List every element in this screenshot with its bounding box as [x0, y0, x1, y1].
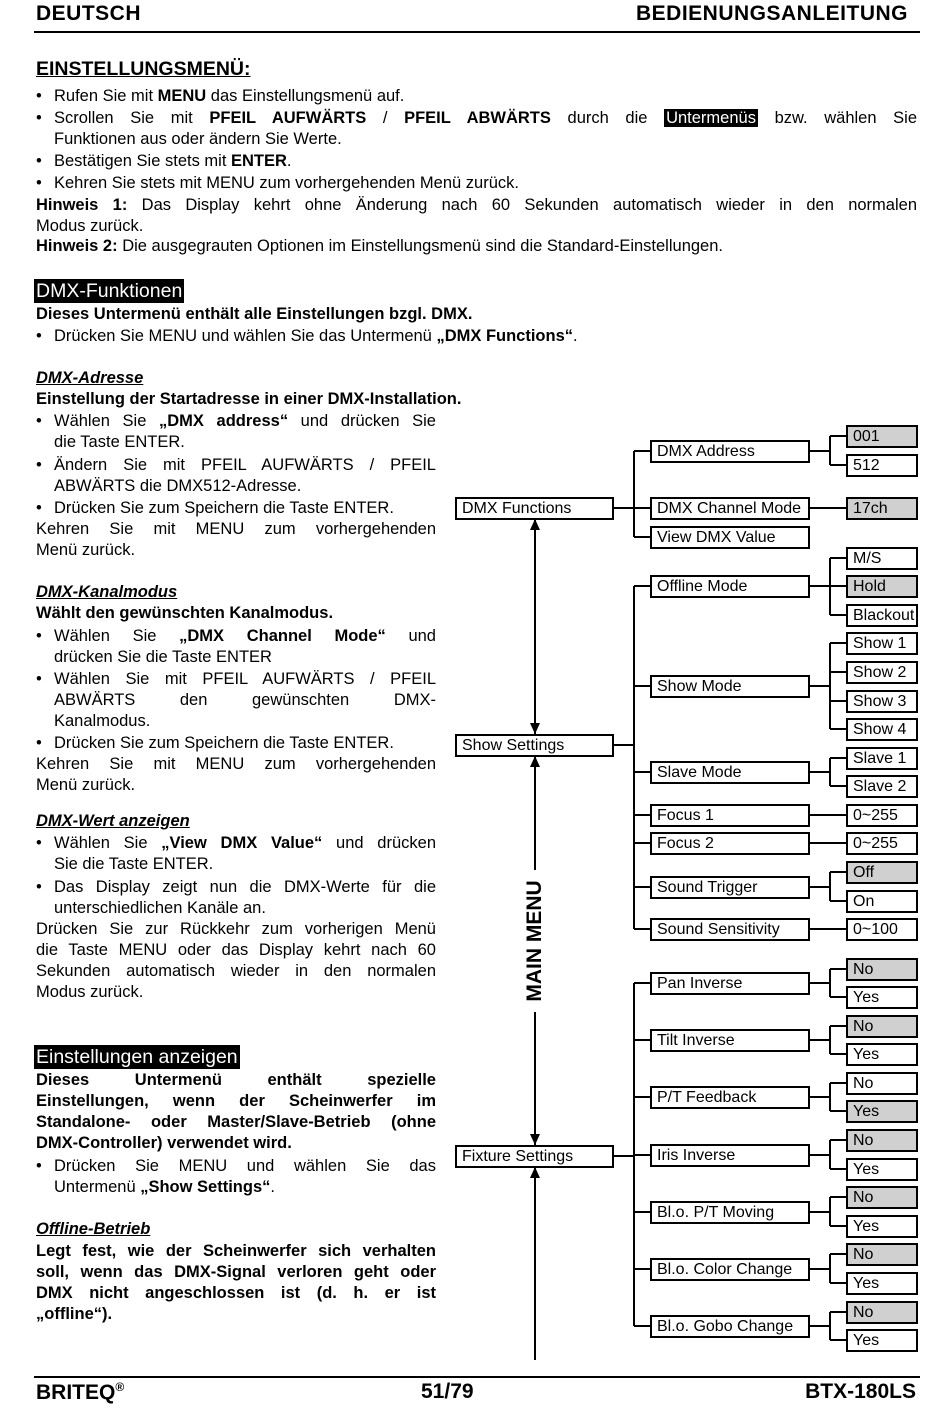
dmx-view-return-4: Modus zurück. — [36, 983, 144, 1001]
option-pt-moving-yes: Yes — [846, 1215, 918, 1238]
dmx-mode-return: Kehren Sie mit MENU zum vorhergehenden — [36, 755, 436, 773]
show-intro-1: Dieses Untermenü enthält spezielle — [36, 1071, 436, 1089]
dmx-mode-bullet-1-line-2: drücken Sie die Taste ENTER — [54, 648, 272, 666]
dmx-view-return-2: die Taste MENU oder das Display kehrt nach 60 — [36, 941, 436, 959]
dmx-intro: Dieses Untermenü enthält alle Einstellungen bzgl. DMX. — [36, 305, 473, 323]
item-show-mode: Show Mode — [650, 675, 810, 698]
dmx-mode-bullet-1: • Wählen Sie „DMX Channel Mode“ und — [54, 626, 436, 648]
option-focus-2-range: 0~255 — [846, 832, 918, 855]
setup-bullet-1: • Rufen Sie mit MENU das Einstellungsmenü auf. — [54, 86, 404, 108]
header-language: DEUTSCH — [36, 2, 142, 25]
option-iris-no: No — [846, 1129, 918, 1152]
dmx-mode-bullet-3: • Drücken Sie zum Speichern die Taste ENTER. — [54, 733, 394, 755]
main-menu-label: MAIN MENU — [523, 880, 546, 1002]
registered-mark: ® — [115, 1380, 125, 1394]
option-sensitivity-range: 0~100 — [846, 918, 918, 941]
option-ms: M/S — [846, 547, 918, 570]
offline-text-2: soll, wenn das DMX-Signal verloren geht oder — [36, 1263, 436, 1281]
setup-note-1: Hinweis 1: Das Display kehrt ohne Änderung nach 60 Sekunden automatisch wieder in den normalen — [36, 196, 917, 214]
footer-rule — [34, 1376, 920, 1378]
dmx-section-title: DMX-Funktionen — [36, 280, 183, 302]
category-dmx-functions: DMX Functions — [455, 497, 614, 520]
item-dmx-address: DMX Address — [650, 440, 810, 463]
footer-brand: BRITEQ® — [36, 1380, 125, 1404]
show-bullet-1: • Drücken Sie MENU und wählen Sie das — [54, 1156, 436, 1178]
option-blackout: Blackout — [846, 604, 918, 627]
dmx-address-return-line-2: Menü zurück. — [36, 541, 136, 559]
footer-model: BTX-180LS — [805, 1380, 916, 1403]
option-17ch: 17ch — [846, 497, 918, 520]
show-intro-3: Standalone- oder Master/Slave-Betrieb (ohne — [36, 1113, 436, 1131]
option-sound-on: On — [846, 890, 918, 913]
option-slave-1: Slave 1 — [846, 747, 918, 770]
item-view-dmx-value: View DMX Value — [650, 526, 810, 549]
dmx-address-bullet-2-line-2: ABWÄRTS die DMX512-Adresse. — [54, 477, 302, 495]
option-tilt-yes: Yes — [846, 1043, 918, 1066]
option-001: 001 — [846, 425, 918, 448]
item-iris-inverse: Iris Inverse — [650, 1144, 810, 1167]
setup-bullet-2: • Scrollen Sie mit PFEIL AUFWÄRTS / PFEIL ABWÄRTS durch die Untermenüs bzw. wählen Sie — [54, 108, 917, 130]
setup-note-1-line-2: Modus zurück. — [36, 217, 144, 235]
dmx-address-bullet-1: • Wählen Sie „DMX address“ und drücken Sie — [54, 411, 436, 433]
offline-title: Offline-Betrieb — [36, 1220, 151, 1238]
dmx-view-title: DMX-Wert anzeigen — [36, 812, 190, 830]
show-bullet-1-line-2: Untermenü „Show Settings“. — [54, 1178, 275, 1196]
show-section-title: Einstellungen anzeigen — [36, 1046, 238, 1068]
dmx-view-bullet-2-line-2: unterschiedlichen Kanäle an. — [54, 899, 266, 917]
option-pt-moving-no: No — [846, 1186, 918, 1209]
setup-title: EINSTELLUNGSMENÜ: — [36, 58, 251, 80]
option-feedback-no: No — [846, 1072, 918, 1095]
dmx-mode-intro: Wählt den gewünschten Kanalmodus. — [36, 604, 334, 622]
option-color-change-no: No — [846, 1243, 918, 1266]
item-sound-trigger: Sound Trigger — [650, 876, 810, 899]
option-512: 512 — [846, 454, 918, 477]
offline-text-1: Legt fest, wie der Scheinwerfer sich verhalten — [36, 1242, 436, 1260]
dmx-view-return-3: Sekunden automatisch wieder in den normalen — [36, 962, 436, 980]
offline-text-4: „offline“). — [36, 1305, 113, 1323]
submenus-highlight: Untermenüs — [666, 109, 756, 127]
option-show-2: Show 2 — [846, 661, 918, 684]
option-pan-no: No — [846, 958, 918, 981]
option-feedback-yes: Yes — [846, 1100, 918, 1123]
option-gobo-change-no: No — [846, 1301, 918, 1324]
dmx-mode-return-line-2: Menü zurück. — [36, 776, 136, 794]
dmx-address-title: DMX-Adresse — [36, 369, 144, 387]
option-sound-off: Off — [846, 861, 918, 884]
item-dmx-channel-mode: DMX Channel Mode — [650, 497, 810, 520]
option-show-1: Show 1 — [846, 632, 918, 655]
dmx-address-bullet-2: • Ändern Sie mit PFEIL AUFWÄRTS / PFEIL — [54, 455, 436, 477]
option-iris-yes: Yes — [846, 1158, 918, 1181]
dmx-mode-bullet-2-line-2: ABWÄRTS den gewünschten DMX- — [54, 691, 436, 709]
option-slave-2: Slave 2 — [846, 775, 918, 798]
offline-text-3: DMX nicht angeschlossen ist (d. h. er ist — [36, 1284, 436, 1302]
dmx-address-intro: Einstellung der Startadresse in einer DMX-Installation. — [36, 390, 462, 408]
option-focus-1-range: 0~255 — [846, 804, 918, 827]
dmx-address-bullet-1-line-2: die Taste ENTER. — [54, 433, 185, 451]
dmx-view-bullet-2: • Das Display zeigt nun die DMX-Werte für die — [54, 877, 436, 899]
show-intro-2: Einstellungen, wenn der Scheinwerfer im — [36, 1092, 436, 1110]
item-focus-1: Focus 1 — [650, 804, 810, 827]
option-show-3: Show 3 — [846, 690, 918, 713]
category-show-settings: Show Settings — [455, 734, 614, 757]
setup-bullet-3: • Bestätigen Sie stets mit ENTER. — [54, 151, 292, 173]
item-blo-pt-moving: Bl.o. P/T Moving — [650, 1201, 810, 1224]
header-doc-title: BEDIENUNGSANLEITUNG — [635, 2, 908, 25]
setup-bullet-4: • Kehren Sie stets mit MENU zum vorhergehenden Menü zurück. — [54, 173, 519, 195]
item-pt-feedback: P/T Feedback — [650, 1086, 810, 1109]
dmx-view-return-1: Drücken Sie zur Rückkehr zum vorherigen Menü — [36, 920, 436, 938]
dmx-mode-title: DMX-Kanalmodus — [36, 583, 178, 601]
item-blo-color-change: Bl.o. Color Change — [650, 1258, 810, 1281]
option-show-4: Show 4 — [846, 718, 918, 741]
dmx-address-bullet-3: • Drücken Sie zum Speichern die Taste ENTER. — [54, 498, 394, 520]
item-offline-mode: Offline Mode — [650, 575, 810, 598]
footer-page-number: 51/79 — [421, 1380, 474, 1403]
dmx-mode-bullet-2: • Wählen Sie mit PFEIL AUFWÄRTS / PFEIL — [54, 669, 436, 691]
setup-note-2: Hinweis 2: Die ausgegrauten Optionen im Einstellungsmenü sind die Standard-Einstellungen. — [36, 237, 723, 255]
option-tilt-no: No — [846, 1015, 918, 1038]
dmx-address-return: Kehren Sie mit MENU zum vorhergehenden — [36, 520, 436, 538]
option-gobo-change-yes: Yes — [846, 1329, 918, 1352]
item-blo-gobo-change: Bl.o. Gobo Change — [650, 1315, 810, 1338]
dmx-view-bullet-1: • Wählen Sie „View DMX Value“ und drücken — [54, 833, 436, 855]
item-tilt-inverse: Tilt Inverse — [650, 1029, 810, 1052]
option-color-change-yes: Yes — [846, 1272, 918, 1295]
dmx-mode-bullet-2-line-3: Kanalmodus. — [54, 712, 151, 730]
item-pan-inverse: Pan Inverse — [650, 972, 810, 995]
dmx-view-bullet-1-line-2: Sie die Taste ENTER. — [54, 855, 214, 873]
option-hold: Hold — [846, 575, 918, 598]
setup-bullet-2-line-2: Funktionen aus oder ändern Sie Werte. — [54, 130, 342, 148]
option-pan-yes: Yes — [846, 986, 918, 1009]
item-slave-mode: Slave Mode — [650, 761, 810, 784]
item-sound-sensitivity: Sound Sensitivity — [650, 918, 810, 941]
show-intro-4: DMX-Controller) verwendet wird. — [36, 1134, 292, 1152]
dmx-bullet-1: • Drücken Sie MENU und wählen Sie das Untermenü „DMX Functions“. — [54, 326, 578, 348]
item-focus-2: Focus 2 — [650, 832, 810, 855]
category-fixture-settings: Fixture Settings — [455, 1145, 614, 1168]
